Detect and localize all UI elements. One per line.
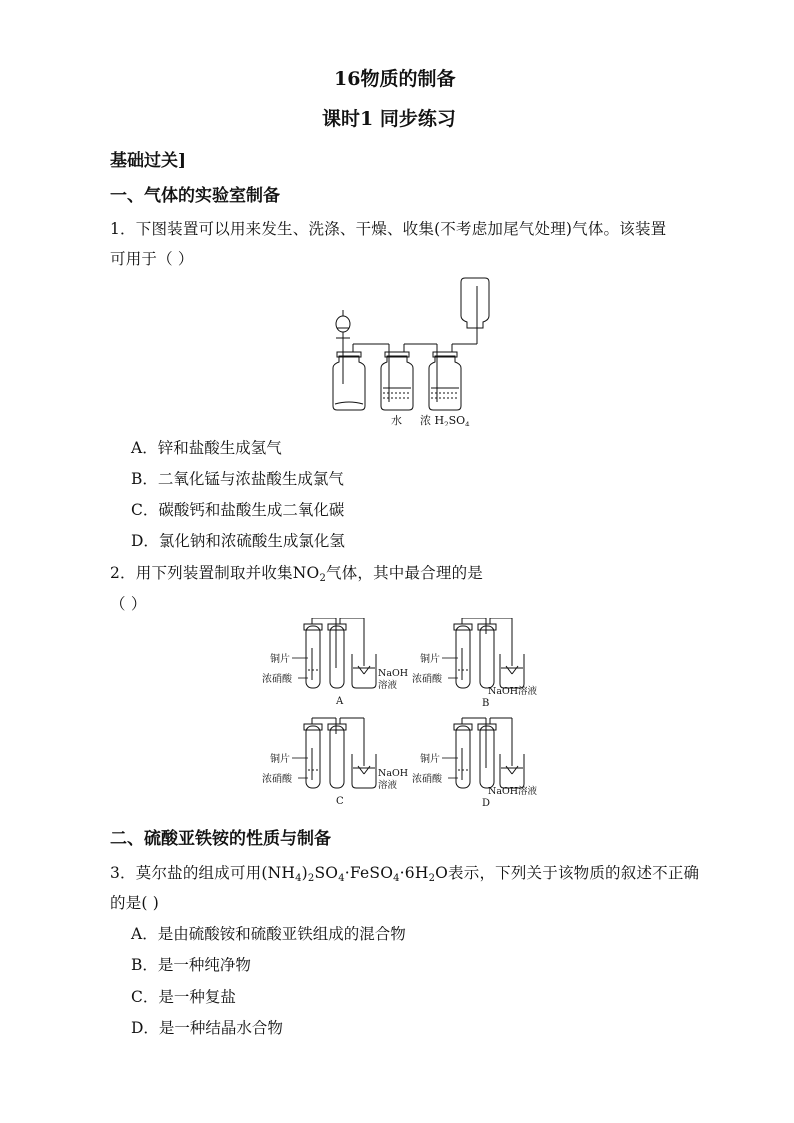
q1-stem-line2: 可用于（ ） [110,250,194,268]
panel-c-acid-label: 浓硝酸 [262,774,292,785]
q1-label-water: 水 [391,414,402,426]
q1-stem-line1: 1．下图装置可以用来发生、洗涤、干燥、收集(不考虑加尾气处理)气体。该装置 [110,220,667,238]
panel-d-copper-label: 铜片 [420,754,440,765]
q1-apparatus-figure [325,276,500,426]
q3-option-a: A．是由硫酸铵和硫酸亚铁组成的混合物 [131,925,406,943]
q2-panel-c [262,718,408,807]
panel-b-acid-label: 浓硝酸 [412,674,442,685]
q3-option-d: D．是一种结晶水合物 [131,1019,283,1037]
page-subtitle: 课时1 同步练习 [322,108,456,130]
panel-a-acid-label: 浓硝酸 [262,674,292,685]
panel-d-naoh-label: NaOH溶液 [488,786,538,797]
drying-bottle-acid [429,356,461,410]
section-2-heading: 二、硫酸亚铁铵的性质与制备 [110,829,331,849]
q3-stem-line2: 的是( ) [110,894,160,912]
q2-panel-a [262,618,408,707]
q1-label-acid: 浓 $H_2SO_4$ [420,414,470,426]
q3-stem-line1: 3．莫尔盐的组成可用$(NH_4)_2SO_4\cdot FeSO_4\cdot 6H_2O$表示，下列关于该物质的叙述不正确 [110,864,700,884]
panel-c-copper-label: 铜片 [270,754,290,765]
panel-c-naoh-label: NaOH [378,768,409,779]
q2-panel-d [412,718,538,809]
panel-b-copper-label: 铜片 [420,654,440,665]
q2-stem-line1: 2．用下列装置制取并收集$NO_2$气体，其中最合理的是 [110,564,484,584]
collection-tube [330,626,344,688]
section-basic-heading: 基础过关] [110,151,187,171]
wash-bottle-water [381,356,413,410]
panel-c-letter: C [336,796,344,807]
panel-b-letter: B [482,698,490,709]
q1-option-c: C．碳酸钙和盐酸生成二氧化碳 [131,501,345,519]
q2-stem-line2: （ ） [110,595,147,613]
panel-d-letter: D [482,798,491,809]
panel-a-naoh-label: NaOH [378,668,409,679]
separatory-funnel-bulb [336,316,350,332]
q1-option-d: D．氯化钠和浓硫酸生成氯化氢 [131,532,345,550]
panel-a-solution-label: 溶液 [378,680,398,691]
panel-c-solution-label: 溶液 [378,780,398,791]
q2-panel-b [412,618,538,709]
q1-option-b: B．二氧化锰与浓盐酸生成氯气 [131,470,344,488]
collection-bottle [461,278,489,328]
q3-option-c: C．是一种复盐 [131,988,236,1006]
panel-a-copper-label: 铜片 [270,654,290,665]
panel-b-naoh-label: NaOH溶液 [488,686,538,697]
reaction-tube [306,626,320,688]
q1-option-a: A．锌和盐酸生成氢气 [131,439,282,457]
q3-option-b: B．是一种纯净物 [131,956,251,974]
panel-d-acid-label: 浓硝酸 [412,774,442,785]
page-title: 16物质的制备 [334,68,456,90]
panel-a-letter: A [336,696,344,707]
section-1-heading: 一、气体的实验室制备 [110,186,280,206]
q2-apparatus-figure [262,618,562,813]
